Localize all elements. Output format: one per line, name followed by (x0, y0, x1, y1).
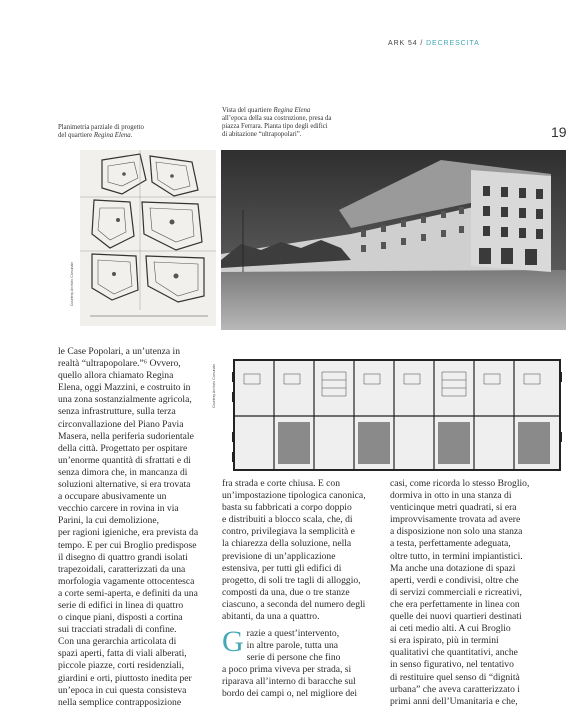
floorplan-credit: Courtesy Archivio Comunale (212, 363, 216, 408)
text-line: abitanti, da una a quattro. (222, 611, 320, 623)
photo-caption-line: all’epoca della sua costruzione, presa da (222, 115, 332, 122)
text-line: quelle dei nuovi quartieri destinati (390, 611, 522, 623)
text-line: a poco prima viveva per strada, si (222, 664, 352, 676)
text-line: giardini e orti, piuttosto inedita per (58, 672, 192, 684)
text-column-1 (58, 346, 198, 709)
text-column-2-lines (222, 625, 372, 701)
text-line: vecchio carcere in rovina in via (58, 503, 179, 515)
text-line: trapezoidali, caratterizzati da una (58, 563, 186, 575)
text-line: primi anni dell’Umanitaria e che, (390, 695, 518, 707)
page-number: 19 (551, 124, 567, 140)
photo-caption-text: Vista del quartiere (222, 107, 274, 114)
plan-caption-text: del quartiere (58, 132, 94, 139)
text-line: estensiva, per tutti gli edifici di (222, 562, 342, 574)
text-line: in altre parole, tutta una (246, 640, 339, 652)
plan-credit: Courtesy Archivio Comunale (70, 261, 74, 306)
site-plan-figure (80, 150, 216, 326)
photo-drawing (221, 150, 566, 330)
text-line: Elena, oggi Mazzini, e costruito in (58, 382, 191, 394)
text-line: una zona sostanzialmente agricola, (58, 394, 192, 406)
text-line: progetto, di soli tre tagli di alloggio, (222, 574, 361, 586)
photo-caption-line (222, 107, 331, 115)
historic-photo (221, 150, 566, 330)
floor-plan-figure (222, 352, 567, 478)
photo-caption (222, 107, 331, 139)
text-line: previsione di un’applicazione (222, 550, 336, 562)
text-line: soluzioni alternative, si era trovata (58, 479, 191, 491)
text-line: di servizi commerciali e ricreativi, (390, 586, 522, 598)
text-line: della città. Progettato per ospitare (58, 442, 188, 454)
text-line: urbana” che aveva caratterizzato i (390, 683, 520, 695)
text-line: Ma anche una dotazione di spazi (390, 562, 516, 574)
text-line: riparava all’interno di baracche sul (222, 676, 356, 688)
text-line: bordo dei campi o, nel migliore dei (222, 688, 358, 700)
text-line: senza infrastrutture, sulla terza (58, 406, 176, 418)
text-line: il disegno di quattro grandi isolati (58, 551, 188, 563)
text-line: aperti, verdi e condivisi, oltre che (390, 574, 519, 586)
text-line: spazi aperti, fatta di viali alberati, (58, 648, 187, 660)
text-line: le Case Popolari, a un’utenza in (58, 346, 181, 357)
drop-cap: G (222, 625, 244, 658)
text-line: quello allora chiamato Regina (58, 370, 174, 382)
text-line: in senso figurativo, nel tentativo (390, 659, 514, 671)
text-line: Con una gerarchia articolata di (58, 636, 177, 648)
text-line: contro, privilegiava la semplicità e (222, 526, 355, 538)
text-line: un’impostazione tipologica canonica, (222, 490, 366, 502)
text-line: dormiva in otto in una stanza di (390, 490, 512, 502)
site-plan-drawing (80, 150, 216, 326)
text-line: a occupare abusivamente un (58, 491, 167, 503)
text-line: senza dimora che, in mancanza di (58, 466, 188, 478)
section-label: DECRESCITA (426, 40, 480, 47)
text-line: a testa, perfettamente adeguata, (390, 538, 511, 550)
text-line: composti da una, due o tre stanze (222, 586, 350, 598)
text-line: serie di edifici in linea di quattro (58, 599, 184, 611)
text-column-2-bottom (222, 625, 372, 701)
plan-caption (58, 124, 144, 140)
photo-caption-italic: Regina Elena (273, 107, 311, 114)
text-line: un’epoca in cui questa consisteva (58, 684, 187, 696)
text-line: ai ceti medio alti. A cui Broglio (390, 623, 511, 635)
text-line: Parini, la cui demolizione, (58, 515, 159, 527)
plan-caption-line: Planimetria parziale di progetto (58, 124, 144, 131)
text-line: basta su fabbricati a corpo doppio (222, 502, 352, 514)
text-line: o cinque piani, disposti a cortina (58, 612, 183, 624)
text-line: che era perfettamente in linea con (390, 598, 520, 610)
text-line: Masera, nella periferia sudorientale (58, 430, 194, 442)
plan-caption-text: . (130, 132, 133, 139)
text-line: la chiarezza della soluzione, nella (222, 538, 352, 550)
text-line: serie di persone che fino (246, 652, 341, 664)
photo-caption-line: di abitazione “ultrapopolari”. (222, 131, 302, 138)
photo-caption-line: piazza Ferrara. Pianta tipo degli edifici (222, 123, 328, 130)
text-line: circonvallazione del Piano Pavia (58, 418, 184, 430)
text-line: morfologia vagamente ottocentesca (58, 575, 195, 587)
text-line: a corte semi-aperta, e definiti da una (58, 587, 198, 599)
text-line: qualitativi che quantitativi, anche (390, 647, 518, 659)
plan-caption-line (58, 132, 144, 140)
text-line: venticinque metri quadrati, si era (390, 502, 517, 514)
text-line: tempo. E per cui Broglio predispose (58, 539, 197, 551)
text-line: per ragioni igieniche, era prevista da (58, 527, 199, 539)
text-line: fra strada e corte chiusa. E con (222, 478, 340, 489)
text-line: e distribuiti a blocco scala, che, di (222, 514, 353, 526)
text-line: oltre tutto, in termini impiantistici. (390, 550, 523, 562)
text-line: un’enorme quantità di sfrattati e di (58, 454, 191, 466)
floor-plan-drawing (222, 352, 567, 478)
text-line: a disposizione non solo una stanza (390, 526, 523, 538)
text-line: improvvisamente trovata ad avere (390, 514, 521, 526)
text-line: ciascuno, a seconda del numero degli (222, 598, 366, 610)
text-line: di restituire quel senso di “dignità (390, 671, 520, 683)
text-line: si era ispirato, più in termini (390, 635, 499, 647)
text-line: piccole piazze, corti residenziali, (58, 660, 184, 672)
running-header (388, 40, 480, 47)
text-line: casi, come ricorda lo stesso Broglio, (390, 478, 530, 489)
issue-label: ARK 54 / (388, 40, 427, 47)
text-line: razie a quest’intervento, (246, 628, 340, 639)
text-column-2-top (222, 478, 366, 623)
text-column-3 (390, 478, 529, 708)
plan-caption-italic: Regina Elena (93, 132, 131, 139)
text-line: realtà “ultrapopolare.”⁶ Ovvero, (58, 358, 181, 370)
text-line: nella semplice contrapposizione (58, 696, 182, 708)
text-line: sui tracciati stradali di confine. (58, 624, 177, 636)
